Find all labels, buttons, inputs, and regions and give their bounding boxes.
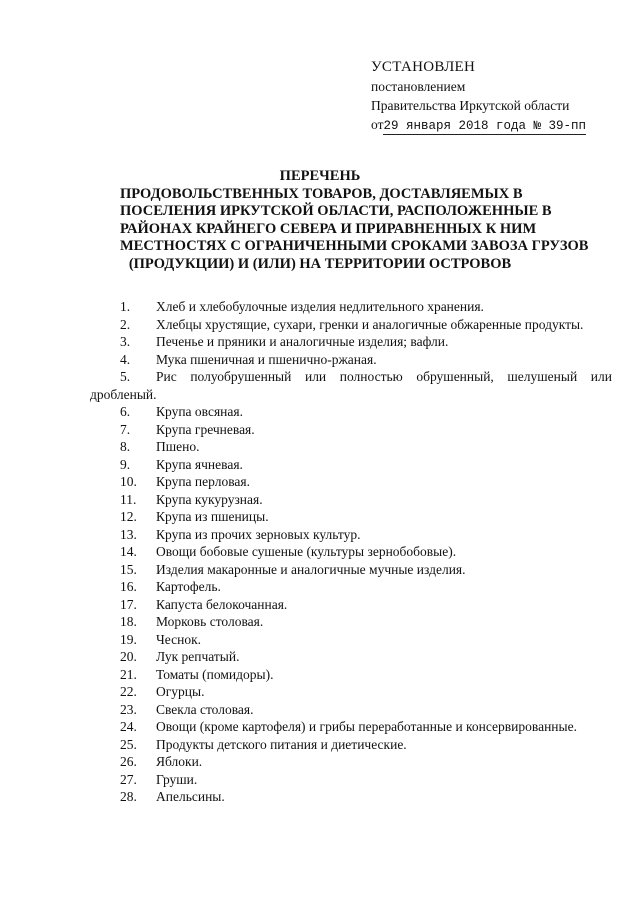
item-number: 2. <box>120 316 131 332</box>
item-number: 28. <box>120 789 137 804</box>
item-text: Яблоки. <box>156 754 203 769</box>
item-text: Огурцы. <box>156 684 205 699</box>
approval-heading: УСТАНОВЛЕН <box>371 59 476 75</box>
item-text: Морковь столовая. <box>156 614 264 629</box>
item-text: Хлебцы хрустящие, сухари, гренки и аналогичные обжаренные продукты. <box>156 316 584 332</box>
item-text: Крупа перловая. <box>156 474 250 489</box>
item-number: 13. <box>120 526 137 542</box>
approval-date-line <box>371 115 611 136</box>
list-item <box>90 491 612 509</box>
item-number: 7. <box>120 421 131 437</box>
item-text: Капуста белокочанная. <box>156 596 288 612</box>
item-text: Лук репчатый. <box>156 649 240 664</box>
list-item <box>90 771 612 789</box>
item-number: 19. <box>120 631 137 647</box>
item-text: Томаты (помидоры). <box>156 666 274 682</box>
item-number: 12. <box>120 509 137 524</box>
list-item <box>90 648 612 666</box>
approval-date-value: 29 января 2018 года № 39-пп <box>383 119 587 133</box>
list-item <box>90 456 612 474</box>
list-item <box>90 666 612 684</box>
item-text: Хлеб и хлебобулочные изделия недлительного хранения. <box>156 299 484 314</box>
list-item <box>90 578 612 596</box>
list-item <box>90 736 612 754</box>
item-text: Крупа овсяная. <box>156 404 243 419</box>
title-line: РАЙОНАХ КРАЙНЕГО СЕВЕРА И ПРИРАВНЕННЫХ К НИМ <box>120 220 537 237</box>
list-item <box>90 613 612 631</box>
item-text: Крупа гречневая. <box>156 421 255 437</box>
item-text: Свекла столовая. <box>156 701 254 717</box>
item-number: 27. <box>120 771 137 787</box>
item-number: 16. <box>120 579 137 594</box>
item-text: Изделия макаронные и аналогичные мучные изделия. <box>156 561 466 577</box>
approval-line-government: Правительства Иркутской области <box>371 98 570 113</box>
item-number: 18. <box>120 614 137 629</box>
list-item <box>90 473 612 491</box>
item-text: Крупа из пшеницы. <box>156 509 269 524</box>
item-number: 3. <box>120 334 131 349</box>
item-number: 25. <box>120 736 137 752</box>
item-text: Крупа ячневая. <box>156 456 243 472</box>
approval-date-prefix: от <box>371 117 384 132</box>
list-item <box>90 631 612 649</box>
list-item <box>90 351 612 369</box>
list-item <box>90 333 612 351</box>
item-text: Чеснок. <box>156 631 202 647</box>
item-text: Мука пшеничная и пшенично-ржаная. <box>156 351 377 367</box>
item-text: Рис полуобрушенный или полностью обрушенный, шелушеный или дробленый. <box>90 369 612 402</box>
list-item <box>90 701 612 719</box>
list-item <box>90 543 612 561</box>
item-number: 22. <box>120 684 137 699</box>
list-item <box>90 438 612 456</box>
item-number: 20. <box>120 649 137 664</box>
list-item <box>90 753 612 771</box>
item-number: 4. <box>120 351 131 367</box>
list-item <box>90 683 612 701</box>
item-text: Продукты детского питания и диетические. <box>156 736 407 752</box>
list-item <box>90 788 612 806</box>
list-item <box>90 526 612 544</box>
item-number: 24. <box>120 719 137 734</box>
item-number: 23. <box>120 701 137 717</box>
item-text: Овощи бобовые сушеные (культуры зернобобовые). <box>156 544 457 559</box>
item-number: 1. <box>120 299 131 314</box>
item-number: 9. <box>120 456 131 472</box>
approval-block <box>371 58 611 136</box>
product-list <box>90 298 612 806</box>
title-line: ПЕРЕЧЕНЬ <box>279 168 361 184</box>
item-text: Овощи (кроме картофеля) и грибы переработанные и консервированные. <box>156 719 577 734</box>
item-number: 26. <box>120 754 137 769</box>
item-number: 21. <box>120 666 137 682</box>
title-line: (ПРОДУКЦИИ) И (ИЛИ) НА ТЕРРИТОРИИ ОСТРОВОВ <box>128 255 512 272</box>
list-item <box>90 316 612 334</box>
list-item <box>90 298 612 316</box>
title-line: ПОСЕЛЕНИЯ ИРКУТСКОЙ ОБЛАСТИ, РАСПОЛОЖЕННЫЕ В <box>120 203 552 219</box>
title-line: ПРОДОВОЛЬСТВЕННЫХ ТОВАРОВ, ДОСТАВЛЯЕМЫХ В <box>120 185 523 202</box>
item-number: 8. <box>120 439 131 454</box>
title-line: МЕСТНОСТЯХ С ОГРАНИЧЕННЫМИ СРОКАМИ ЗАВОЗА ГРУЗОВ <box>120 238 589 254</box>
list-item <box>90 421 612 439</box>
item-number: 10. <box>120 474 137 489</box>
item-number: 5. <box>120 369 131 384</box>
item-number: 15. <box>120 561 137 577</box>
item-text: Картофель. <box>156 579 221 594</box>
item-text: Крупа из прочих зерновых культур. <box>156 526 361 542</box>
item-number: 11. <box>120 491 137 507</box>
item-text: Крупа кукурузная. <box>156 491 263 507</box>
list-item <box>90 403 612 421</box>
item-text: Пшено. <box>156 439 200 454</box>
item-number: 14. <box>120 544 137 559</box>
list-item <box>90 368 612 403</box>
approval-line-resolution: постановлением <box>371 79 466 94</box>
list-item <box>90 718 612 736</box>
item-number: 6. <box>120 404 131 419</box>
list-item <box>90 508 612 526</box>
item-text: Апельсины. <box>156 789 225 804</box>
item-number: 17. <box>120 596 137 612</box>
item-text: Печенье и пряники и аналогичные изделия; вафли. <box>156 334 449 349</box>
list-item <box>90 561 612 579</box>
document-title <box>120 168 589 273</box>
item-text: Груши. <box>156 771 198 787</box>
list-item <box>90 596 612 614</box>
